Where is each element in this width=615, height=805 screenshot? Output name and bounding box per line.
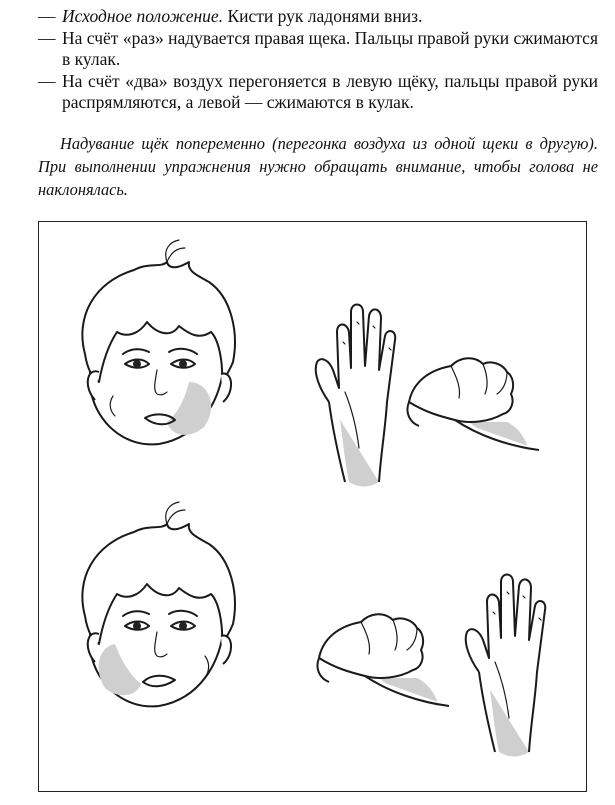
list-dash: — — [38, 6, 56, 26]
panel-2 — [82, 502, 545, 757]
boy-face-right-cheek-puffed-icon — [82, 240, 235, 444]
fist-icon — [317, 614, 449, 706]
step-text: На счёт «два» воздух перегоняется в левую щёку, пальцы правой руки распрямляются, а левой — сжимаются в кулак. — [62, 70, 598, 112]
instruction-list — [38, 6, 598, 114]
boy-face-left-cheek-puffed-icon — [82, 502, 235, 706]
exercise-caption: Надувание щёк попеременно (перегонка воздуха из одной щеки в другую). При выполнении упражнения нужно обращать внимание, чтобы голова не наклонялась. — [38, 134, 598, 199]
step-lead: Исходное положение. — [62, 6, 224, 26]
fist-icon — [407, 358, 539, 450]
list-dash: — — [38, 70, 56, 91]
list-item — [38, 28, 598, 71]
panel-1 — [82, 240, 539, 487]
list-item — [38, 6, 598, 28]
list-dash: — — [38, 27, 56, 48]
list-item — [38, 71, 598, 114]
illustration-svg — [39, 222, 586, 791]
step-text: Кисти рук ладонями вниз. — [223, 6, 423, 26]
open-palm-icon — [466, 575, 546, 757]
step-text: На счёт «раз» надувается правая щека. Пальцы правой руки сжимаются в кулак. — [62, 27, 598, 69]
exercise-illustration — [38, 221, 587, 792]
open-palm-icon — [316, 305, 396, 487]
